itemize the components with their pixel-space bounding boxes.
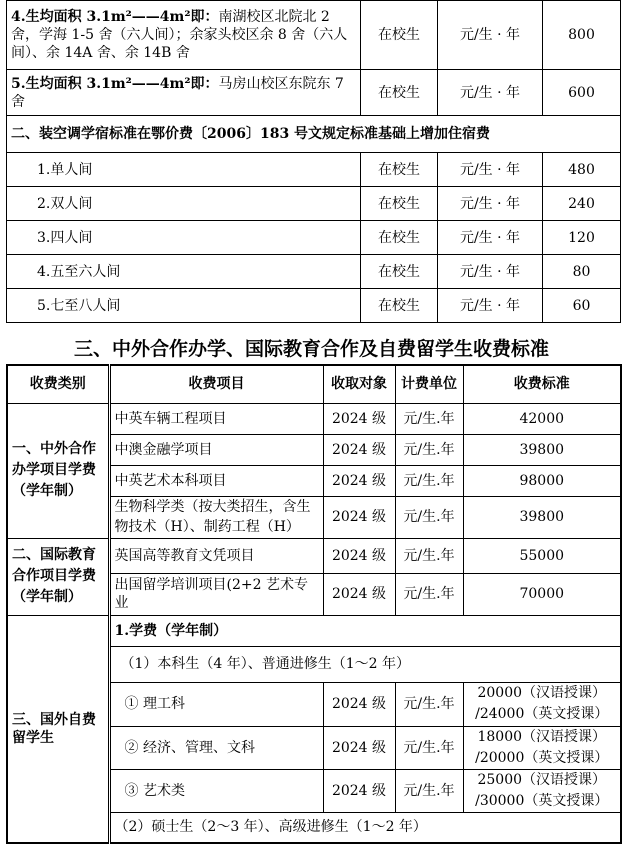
item-area-label: 4.生均面积 3.1m²——4m²即： — [11, 9, 219, 25]
object-cell: 在校生 — [361, 187, 438, 221]
fee-item-cell: 中英车辆工程项目 — [109, 403, 323, 434]
unit-cell: 元/生.年 — [395, 769, 463, 812]
unit-cell: 元/生.年 — [395, 538, 463, 573]
international-fee-table — [6, 364, 622, 844]
fee-cell: 240 — [543, 187, 621, 221]
category-cell: 三、国外自费留学生 — [7, 615, 109, 843]
object-cell: 在校生 — [361, 289, 438, 323]
table-row — [7, 221, 621, 255]
fee-cell — [463, 682, 621, 726]
table-row — [7, 1, 621, 70]
subheading: （1）本科生（4 年）、普通进修生（1～2 年） — [109, 646, 621, 682]
fee-cell: 80 — [543, 255, 621, 289]
table-row — [7, 403, 621, 434]
fee-item-cell: ① 理工科 — [109, 682, 323, 726]
unit-cell: 元/生 · 年 — [438, 153, 543, 187]
table-row — [7, 187, 621, 221]
object-cell: 在校生 — [361, 153, 438, 187]
fee-cell: 120 — [543, 221, 621, 255]
unit-cell: 元/生.年 — [395, 434, 463, 465]
object-cell: 2024 级 — [323, 682, 395, 726]
subheading: 1.学费（学年制） — [109, 615, 621, 646]
object-cell: 在校生 — [361, 70, 438, 116]
unit-cell: 元/生 · 年 — [438, 221, 543, 255]
fee-item-cell: 中澳金融学项目 — [109, 434, 323, 465]
fee-english: /20000（英文授课） — [475, 749, 609, 766]
fee-english: /30000（英文授课） — [475, 792, 609, 809]
item-description: 马房山校区东院东 7 舍 — [11, 75, 344, 110]
fee-item-cell: 4.五至六人间 — [7, 255, 361, 289]
header-category: 收费类别 — [7, 365, 109, 403]
subheading-row — [7, 615, 621, 646]
object-cell: 2024 级 — [323, 403, 395, 434]
fee-cell — [463, 769, 621, 812]
fee-cell: 98000 — [463, 465, 621, 496]
object-cell: 2024 级 — [323, 538, 395, 573]
section-title: 二、装空调学宿标准在鄂价费〔2006〕183 号文规定标准基础上增加住宿费 — [7, 116, 621, 153]
unit-cell: 元/生 · 年 — [438, 289, 543, 323]
fee-cell: 800 — [543, 1, 621, 70]
fee-cell: 480 — [543, 153, 621, 187]
fee-item-cell: 2.双人间 — [7, 187, 361, 221]
fee-cell: 42000 — [463, 403, 621, 434]
fee-cell: 39800 — [463, 496, 621, 538]
object-cell: 2024 级 — [323, 769, 395, 812]
object-cell: 在校生 — [361, 255, 438, 289]
fee-cell: 55000 — [463, 538, 621, 573]
fee-item-cell: 中英艺术本科项目 — [109, 465, 323, 496]
unit-cell: 元/生 · 年 — [438, 255, 543, 289]
fee-item-cell: ② 经济、管理、文科 — [109, 726, 323, 769]
object-cell: 2024 级 — [323, 573, 395, 615]
object-cell: 在校生 — [361, 1, 438, 70]
category-cell: 一、中外合作办学项目学费（学年制） — [7, 403, 109, 538]
fee-chinese: 18000（汉语授课） — [477, 728, 607, 745]
object-cell: 在校生 — [361, 221, 438, 255]
header-object: 收取对象 — [323, 365, 395, 403]
subheading: （2）硕士生（2～3 年）、高级进修生（1～2 年） — [109, 812, 621, 843]
category-cell: 二、国际教育合作项目学费（学年制） — [7, 538, 109, 615]
dormitory-fee-table — [6, 0, 621, 323]
object-cell: 2024 级 — [323, 465, 395, 496]
unit-cell: 元/生.年 — [395, 573, 463, 615]
table-row — [7, 289, 621, 323]
unit-cell: 元/生 · 年 — [438, 1, 543, 70]
unit-cell: 元/生.年 — [395, 496, 463, 538]
object-cell: 2024 级 — [323, 434, 395, 465]
table-row — [7, 255, 621, 289]
fee-item-cell: 5.七至八人间 — [7, 289, 361, 323]
unit-cell: 元/生 · 年 — [438, 70, 543, 116]
fee-item-cell: 出国留学培训项目(2+2 艺术专业 — [109, 573, 323, 615]
header-fee: 收费标准 — [463, 365, 621, 403]
object-cell: 2024 级 — [323, 496, 395, 538]
fee-cell: 39800 — [463, 434, 621, 465]
fee-item-cell: 英国高等教育文凭项目 — [109, 538, 323, 573]
item-description: 南湖校区北院北 2 舍，学海 1-5 舍（六人间）；余家头校区余 8 舍（六人间）、余 14A 舍、余 14B 舍 — [11, 9, 348, 61]
header-unit: 计费单位 — [395, 365, 463, 403]
unit-cell: 元/生.年 — [395, 403, 463, 434]
fee-item-cell: 1.单人间 — [7, 153, 361, 187]
unit-cell: 元/生.年 — [395, 726, 463, 769]
table-row — [7, 153, 621, 187]
fee-cell: 70000 — [463, 573, 621, 615]
fee-cell: 60 — [543, 289, 621, 323]
fee-chinese: 25000（汉语授课） — [477, 771, 607, 788]
unit-cell: 元/生.年 — [395, 682, 463, 726]
fee-item-cell: 3.四人间 — [7, 221, 361, 255]
fee-item-cell — [7, 70, 361, 116]
object-cell: 2024 级 — [323, 726, 395, 769]
fee-item-cell: 生物科学类（按大类招生，含生物技术（H）、制药工程（H） — [109, 496, 323, 538]
fee-chinese: 20000（汉语授课） — [477, 685, 607, 701]
fee-cell — [463, 726, 621, 769]
section-title-row — [7, 116, 621, 153]
unit-cell: 元/生.年 — [395, 465, 463, 496]
item-area-label: 5.生均面积 3.1m²——4m²即： — [11, 75, 219, 92]
header-row — [7, 365, 621, 403]
fee-item-cell: ③ 艺术类 — [109, 769, 323, 812]
table-row — [7, 538, 621, 573]
unit-cell: 元/生 · 年 — [438, 187, 543, 221]
section-heading: 三、中外合作办学、国际教育合作及自费留学生收费标准 — [73, 338, 549, 360]
fee-item-cell — [7, 1, 361, 70]
header-item: 收费项目 — [109, 365, 323, 403]
table-row — [7, 70, 621, 116]
fee-cell: 600 — [543, 70, 621, 116]
fee-english: /24000（英文授课） — [475, 706, 609, 722]
